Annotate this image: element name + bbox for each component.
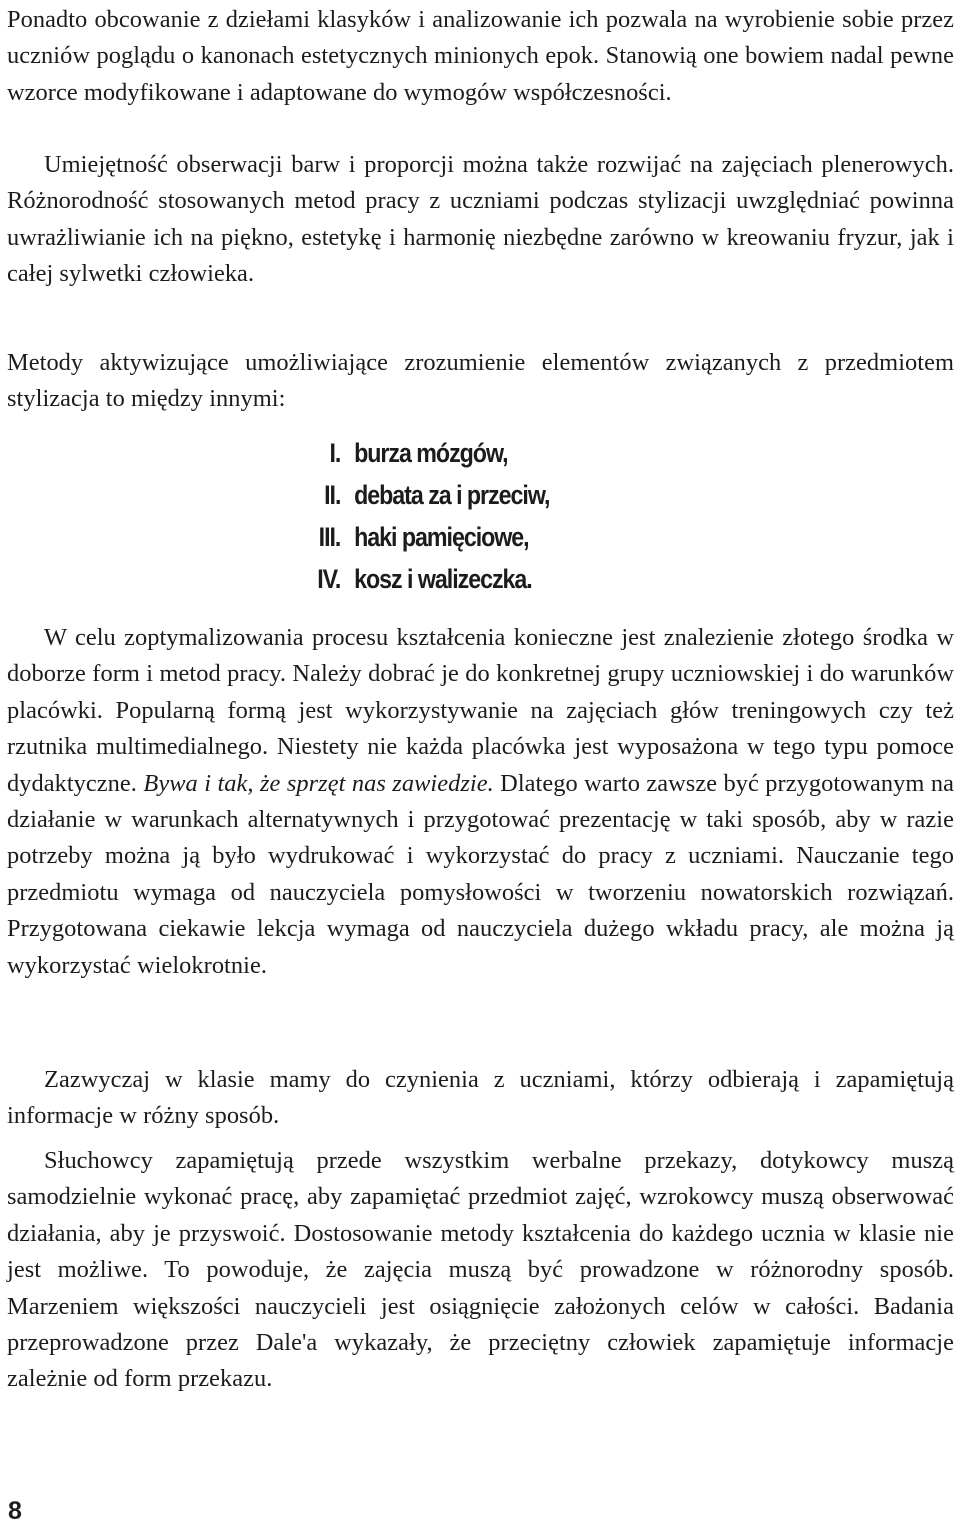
paragraph-6: Słuchowcy zapamiętują przede wszystkim werbalne przekazy, dotykowcy muszą samodzielnie wykonać pracę, aby zapamiętać przedmiot zajęć, wzrokowcy muszą obserwować działania, aby je przyswoić. Dostosowanie metody kształcenia do każdego ucznia w klasie nie jest możliwe. To powoduje, że zajęcia muszą być prowadzone w różnorodny sposób. Marzeniem większości nauczycieli jest osiągnięcie założonych celów w całości. Badania przeprowadzone przez Dale'a wykazały, że przeciętny człowiek zapamiętuje informacje zależnie od form przekazu. — [7, 1147, 954, 1393]
method-text: debata za i przeciw, — [354, 480, 550, 510]
method-item — [275, 516, 549, 558]
paragraph-5: Zazwyczaj w klasie mamy do czynienia z uczniami, którzy odbierają i zapamiętują informacje w różny sposób. — [7, 1066, 954, 1130]
method-item — [275, 474, 549, 516]
method-text: kosz i walizeczka. — [354, 564, 532, 594]
method-item — [275, 432, 549, 474]
method-numeral: II. — [324, 480, 341, 510]
method-text: haki pamięciowe, — [354, 522, 529, 552]
paragraph-4-text-b: Dlatego warto zawsze być przygotowanym na działanie w warunkach alternatywnych i przygotować prezentację w taki sposób, aby w razie potrzeby można ją było wydrukować i wykorzystać do pracy z uczniami. Nauczanie tego przedmiotu wymaga od nauczyciela pomysłowości w tworzeniu nowatorskich rozwiązań. Przygotowana ciekawie lekcja wymaga od nauczyciela dużego wkładu pracy, ale można ją wykorzystać wielokrotnie. — [7, 769, 954, 979]
method-numeral: IV. — [317, 564, 341, 594]
paragraph-1: Ponadto obcowanie z dziełami klasyków i analizowanie ich pozwala na wyrobienie sobie przez uczniów poglądu o kanonach estetycznych minionych epok. Stanowią one bowiem nadal pewne wzorce modyfikowane i adaptowane do wymogów współczesności. — [7, 6, 954, 106]
methods-list — [275, 432, 549, 600]
method-numeral: I. — [329, 438, 341, 468]
paragraph-4-text-a: W celu zoptymalizowania procesu kształcenia konieczne jest znalezienie złotego środka w doborze form i metod pracy. Należy dobrać je do konkretnej grupy uczniowskiej i do warunków placówki. Popularną formą jest wykorzystywanie na zajęciach głów treningowych czy też rzutnika multimedialnego. Niestety nie każda placówka jest wyposażona w tego typu pomoce dydaktyczne. — [7, 624, 954, 797]
paragraph-2: Umiejętność obserwacji barw i proporcji można także rozwijać na zajęciach plenerowych. Różnorodność stosowanych metod pracy z uczniami podczas stylizacji uwzględniać powinna uwrażliwianie ich na piękno, estetykę i harmonię niezbędne zarówno w kreowaniu fryzur, jak i całej sylwetki człowieka. — [7, 151, 954, 288]
paragraph-4-italic: Bywa i tak, że sprzęt nas zawiedzie. — [143, 769, 494, 797]
paragraph-3: Metody aktywizujące umożliwiające zrozumienie elementów związanych z przedmiotem stylizacja to między innymi: — [7, 349, 954, 413]
page-number: 8 — [8, 1497, 22, 1525]
method-text: burza mózgów, — [354, 438, 508, 468]
paragraph-4 — [7, 620, 954, 984]
method-item — [275, 558, 549, 600]
method-numeral: III. — [318, 522, 341, 552]
